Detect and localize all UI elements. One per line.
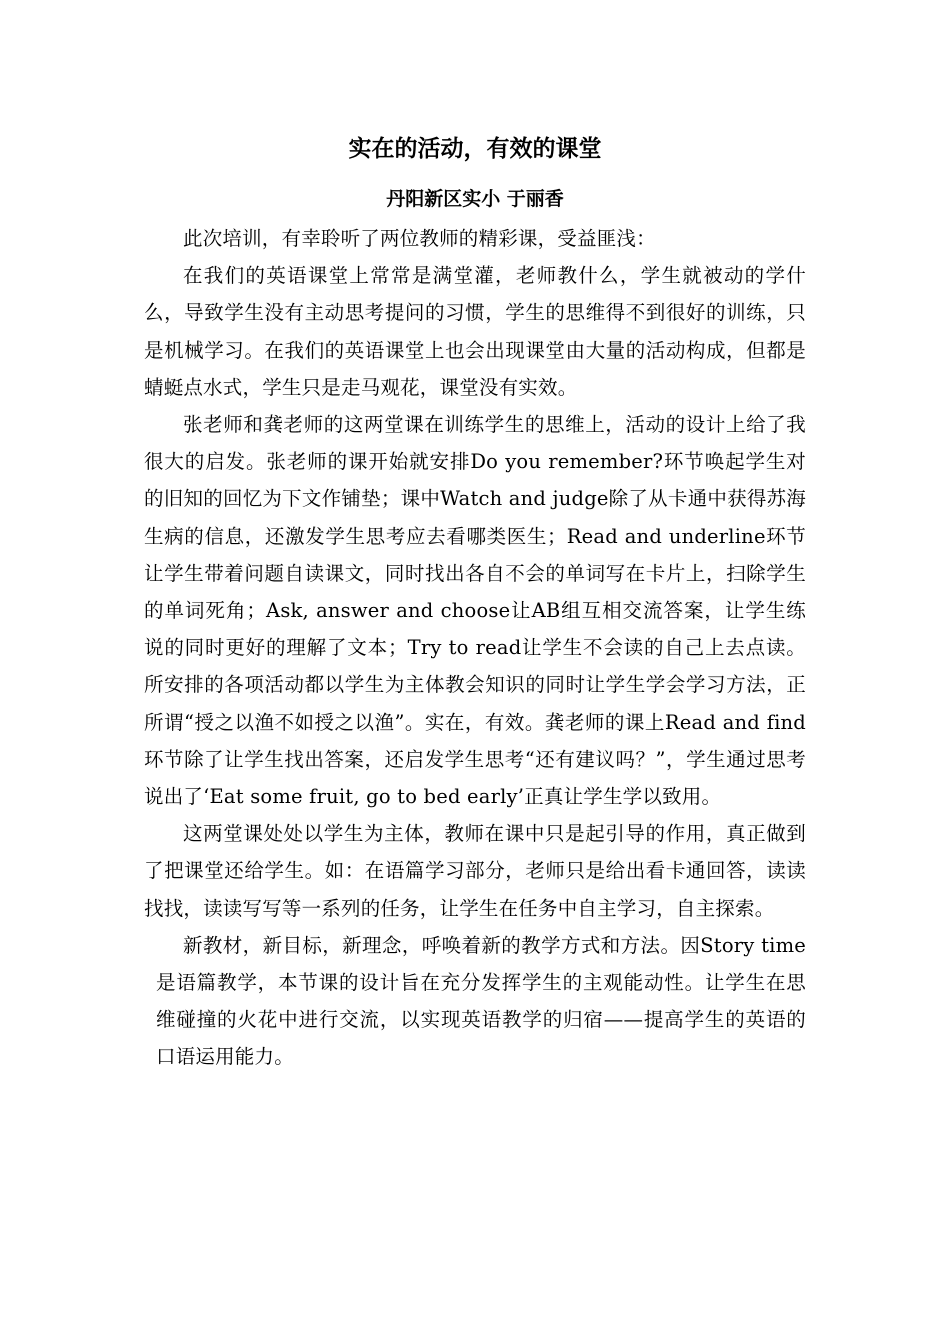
paragraph-conclusion: 新教材，新目标，新理念，呼唤着新的教学方式和方法。因Story time是语篇教学，本节课的设计旨在充分发挥学生的主观能动性。让学生在思维碰撞的火花中进行交流，以实现英语教学的归宿——提高学生的英语的口语运用能力。 [156,933,806,1069]
paragraph-intro: 此次培训，有幸聆听了两位教师的精彩课，受益匪浅： [183,227,656,250]
paragraph-lessons: 张老师和龚老师的这两堂课在训练学生的思维上，活动的设计上给了我很大的启发。张老师的课开始就安排Do you remember?环节唤起学生对的旧知的回忆为下文作铺垫；课中Watch and judge除了从卡通中获得苏海生病的信息，还激发学生思考应去看哪类医生；Read and underline环节让学生带着问题自读课文，同时找出各自不会的单词写在卡片上，扫除学生的单词死角；Ask, answer and choose让AB组互相交流答案，让学生练说的同时更好的理解了文本；Try to read让学生不会读的自己上去点读。所安排的各项活动都以学生为主体教会知识的同时让学生学会学习方法，正所谓“授之以渔不如授之以渔”。实在，有效。龚老师的课上Read and find环节除了让学生找出答案，还启发学生思考“还有建议吗？”，学生通过思考说出了‘Eat some fruit, go to bed early’正真让学生学以致用。 [144,413,806,809]
paragraph-student-centered: 这两堂课处处以学生为主体，教师在课中只是起引导的作用，真正做到了把课堂还给学生。如：在语篇学习部分，老师只是给出看卡通回答，读读找找，读读写写等一系列的任务，让学生在任务中自主学习，自主探索。 [144,822,806,920]
document-title: 实在的活动，有效的课堂 [348,135,602,162]
document-body [144,220,806,1076]
document-author: 丹阳新区实小 于丽香 [386,188,564,210]
paragraph-problem: 在我们的英语课堂上常常是满堂灌，老师教什么，学生就被动的学什么，导致学生没有主动思考提问的习惯，学生的思维得不到很好的训练，只是机械学习。在我们的英语课堂上也会出现课堂由大量的活动构成，但都是蜻蜓点水式，学生只是走马观花，课堂没有实效。 [144,264,806,399]
